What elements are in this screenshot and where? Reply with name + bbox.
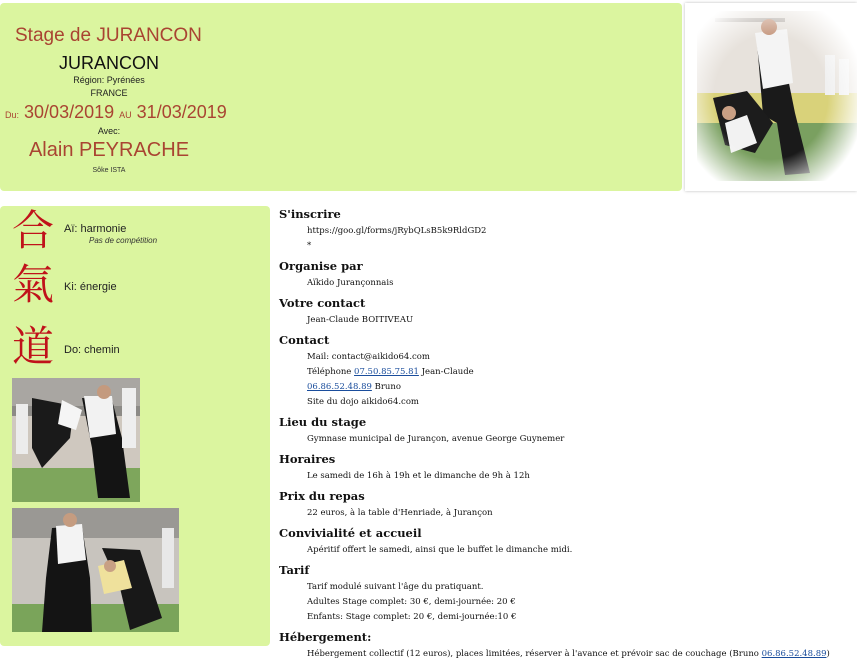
kanji-ai: 合	[12, 206, 55, 255]
phone-prefix: Téléphone	[307, 367, 352, 377]
section-title: Convivialité et accueil	[279, 526, 422, 540]
section-lieu	[279, 415, 857, 447]
region-label: Région: Pyrénées	[73, 75, 145, 85]
date-to-prefix: AU	[119, 110, 132, 120]
inscription-link[interactable]: https://goo.gl/forms/jRybQLsB5k9RldGD2	[307, 226, 487, 236]
organiser-name: Aïkido Jurançonnais	[307, 278, 394, 288]
section-title: Horaires	[279, 452, 336, 466]
aikido-photo-1	[12, 378, 140, 502]
lodging-text: Hébergement collectif (12 euros), places limitées, réserver à l'avance et prévoir sac de couchage (Bruno	[307, 649, 759, 659]
ai-note: Pas de compétition	[89, 236, 158, 245]
section-contact	[279, 333, 857, 410]
ai-label: Aï: harmonie	[64, 223, 127, 235]
sidebar-panel	[0, 206, 270, 646]
header-photo	[685, 3, 857, 191]
date-from: 30/03/2019	[24, 102, 115, 122]
lodging-close-paren: )	[826, 649, 830, 659]
section-horaires	[279, 452, 857, 484]
main-content	[279, 207, 857, 667]
phone-link-1[interactable]: 07.50.85.75.81	[354, 367, 419, 377]
do-label: Do: chemin	[64, 344, 120, 356]
section-title: Organise par	[279, 259, 363, 273]
dojo-site: Site du dojo aikido64.com	[307, 397, 419, 407]
phone-name-2: Bruno	[374, 382, 401, 392]
kanji-do: 道	[12, 322, 55, 371]
section-title: Hébergement:	[279, 630, 372, 644]
section-tarif	[279, 563, 857, 625]
section-organise	[279, 259, 857, 291]
date-from-prefix: Du:	[5, 110, 20, 120]
section-title: Lieu du stage	[279, 415, 367, 429]
section-repas	[279, 489, 857, 521]
ki-label: Ki: énergie	[64, 281, 117, 293]
section-title: S'inscrire	[279, 207, 341, 221]
teacher-name: Alain PEYRACHE	[28, 139, 190, 161]
lodging-row	[307, 647, 857, 662]
contact-person-name: Jean-Claude BOITIVEAU	[307, 315, 414, 325]
section-hebergement	[279, 630, 857, 662]
section-inscrire	[279, 207, 857, 254]
lodging-phone-link[interactable]: 06.86.52.48.89	[761, 649, 827, 659]
section-convivialite	[279, 526, 857, 558]
header-photo-frame	[685, 3, 857, 191]
section-title: Contact	[279, 333, 330, 347]
section-votre-contact	[279, 296, 857, 328]
phone-link-2[interactable]: 06.86.52.48.89	[307, 382, 372, 392]
teacher-grade: Sôke ISTA	[92, 167, 126, 174]
schedule-text: Le samedi de 16h à 19h et le dimanche de 9h à 12h	[307, 471, 530, 481]
kanji-ki: 氣	[12, 260, 55, 309]
welcome-text: Apéritif offert le samedi, ainsi que le buffet le dimanche midi.	[307, 545, 573, 555]
stage-title: Stage de JURANCON	[15, 25, 202, 46]
contact-phone-row	[307, 365, 857, 380]
date-to: 31/03/2019	[136, 102, 227, 122]
contact-phone-row-2	[307, 380, 857, 395]
meal-price: 22 euros, à la table d'Henriade, à Jurançon	[307, 508, 493, 518]
tarif-line-1: Tarif modulé suivant l'âge du pratiquant.	[307, 582, 484, 592]
aikido-photo-2	[12, 508, 179, 632]
section-title: Prix du repas	[279, 489, 365, 503]
section-title: Tarif	[279, 563, 310, 577]
section-title: Votre contact	[279, 296, 366, 310]
venue-address: Gymnase municipal de Jurançon, avenue George Guynemer	[307, 434, 565, 444]
contact-mail: Mail: contact@aikido64.com	[307, 352, 430, 362]
country-label: FRANCE	[90, 88, 128, 98]
date-range	[5, 102, 227, 123]
phone-name-1: Jean-Claude	[421, 367, 474, 377]
tarif-line-2: Adultes Stage complet: 30 €, demi-journée: 20 €	[307, 597, 516, 607]
avec-label: Avec:	[97, 126, 121, 136]
tarif-line-3: Enfants: Stage complet: 20 €, demi-journée:10 €	[307, 612, 517, 622]
header-panel	[0, 3, 682, 191]
inscription-star: *	[307, 241, 312, 251]
city-name: JURANCON	[58, 53, 159, 73]
